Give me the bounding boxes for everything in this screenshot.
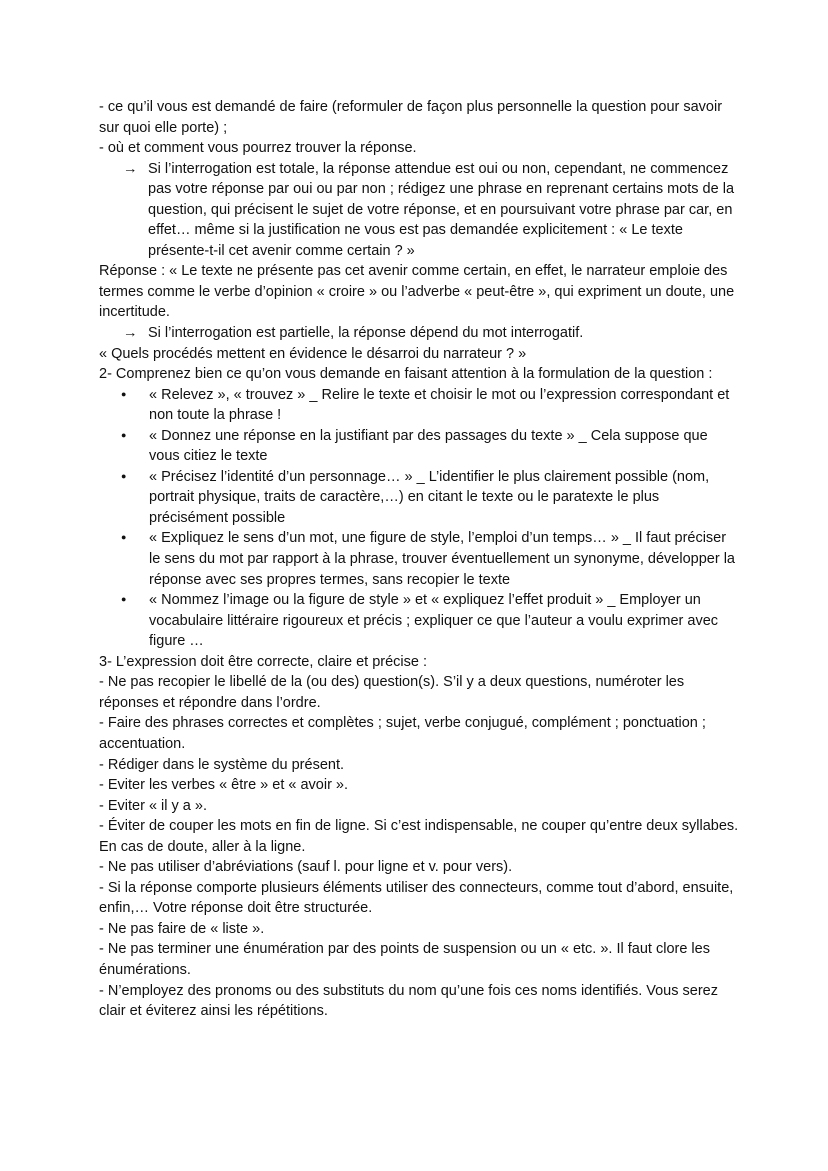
list-item xyxy=(121,426,739,467)
list-item xyxy=(121,467,739,529)
list-item xyxy=(121,385,739,426)
bullet-icon xyxy=(121,467,149,529)
list-item-text: « Nommez l’image ou la figure de style » et « expliquez l’effet produit » _ Employer un vocabulaire littéraire rigoureux et précis ; expliquer ce que l’auteur a voulu exprimer avec figure … xyxy=(149,592,719,650)
list-item xyxy=(121,528,739,590)
arrow-item xyxy=(123,159,739,262)
arrow-icon: → xyxy=(123,325,138,342)
paragraph: - ce qu’il vous est demandé de faire (reformuler de façon plus personnelle la question pour savoir sur quoi elle porte) ; xyxy=(99,99,723,136)
rule-line: - Éviter de couper les mots en fin de ligne. Si c’est indispensable, ne couper qu’entre deux syllabes. En cas de doute, aller à la ligne. xyxy=(99,818,739,855)
arrow-icon: → xyxy=(123,160,138,177)
rule-line: - Ne pas terminer une énumération par des points de suspension ou un « etc. ». Il faut clore les énumérations. xyxy=(99,941,710,978)
rule-line: - Faire des phrases correctes et complètes ; sujet, verbe conjugué, complément ; ponctuation ; accentuation. xyxy=(99,715,706,752)
bullet-icon xyxy=(121,426,149,467)
list-item xyxy=(121,590,739,652)
rule-line: - Ne pas utiliser d’abréviations (sauf l. pour ligne et v. pour vers). xyxy=(99,859,513,876)
section-heading: 3- L’expression doit être correcte, claire et précise : xyxy=(99,653,428,670)
paragraph: - où et comment vous pourrez trouver la réponse. xyxy=(99,140,417,157)
bullet-list xyxy=(99,385,739,652)
rule-line: - Si la réponse comporte plusieurs éléments utiliser des connecteurs, comme tout d’abord, ensuite, enfin,… Votre réponse doit être structurée. xyxy=(99,879,734,917)
rule-line: - Eviter les verbes « être » et « avoir ». xyxy=(99,777,349,794)
arrow-item-text: Si l’interrogation est totale, la réponse attendue est oui ou non, cependant, ne commencez pas votre réponse par oui ou par non ; rédigez une phrase en reprenant certains mots de la question, qui précisent le sujet de votre réponse, et en poursuivant votre phrase par car, en effet… même si la justification ne vous est pas demandée explicitement : « Le texte présente-t-il cet avenir comme certain ? » xyxy=(148,160,735,259)
paragraph: « Quels procédés mettent en évidence le désarroi du narrateur ? » xyxy=(99,345,527,362)
document-body xyxy=(99,97,739,1022)
arrow-item xyxy=(123,323,739,344)
rule-line: - Rédiger dans le système du présent. xyxy=(99,756,345,773)
list-item-text: « Expliquez le sens d’un mot, une figure de style, l’emploi d’un temps… » _ Il faut préciser le sens du mot par rapport à la phrase, trouver éventuellement un synonyme, développer la réponse avec ses propres termes, sans recopier le texte xyxy=(149,530,735,588)
paragraph: Réponse : « Le texte ne présente pas cet avenir comme certain, en effet, le narrateur emploie des termes comme le verbe d’opinion « croire » ou l’adverbe « peut-être », qui expriment un doute, une incertitude. xyxy=(99,263,735,321)
section-heading: 2- Comprenez bien ce qu’on vous demande en faisant attention à la formulation de la question : xyxy=(99,366,713,383)
arrow-item-text: Si l’interrogation est partielle, la réponse dépend du mot interrogatif. xyxy=(148,325,584,342)
bullet-icon xyxy=(121,528,149,590)
list-item-text: « Donnez une réponse en la justifiant par des passages du texte » _ Cela suppose que vous citiez le texte xyxy=(149,427,708,465)
list-item-text: « Précisez l’identité d’un personnage… » _ L’identifier le plus clairement possible (nom, portrait physique, traits de caractère,…) en citant le texte ou le paratexte le plus précisément possible xyxy=(149,468,710,526)
list-item-text: « Relevez », « trouvez » _ Relire le texte et choisir le mot ou l’expression correspondant et non toute la phrase ! xyxy=(149,386,730,424)
bullet-icon xyxy=(121,385,149,426)
rule-line: - Eviter « il y a ». xyxy=(99,797,207,814)
bullet-icon xyxy=(121,590,149,652)
rule-line: - N’employez des pronoms ou des substituts du nom qu’une fois ces noms identifiés. Vous serez clair et éviterez ainsi les répétitions. xyxy=(99,982,718,1020)
rule-line: - Ne pas recopier le libellé de la (ou des) question(s). S’il y a deux questions, numéroter les réponses et répondre dans l’ordre. xyxy=(99,674,685,711)
rule-line: - Ne pas faire de « liste ». xyxy=(99,920,265,937)
